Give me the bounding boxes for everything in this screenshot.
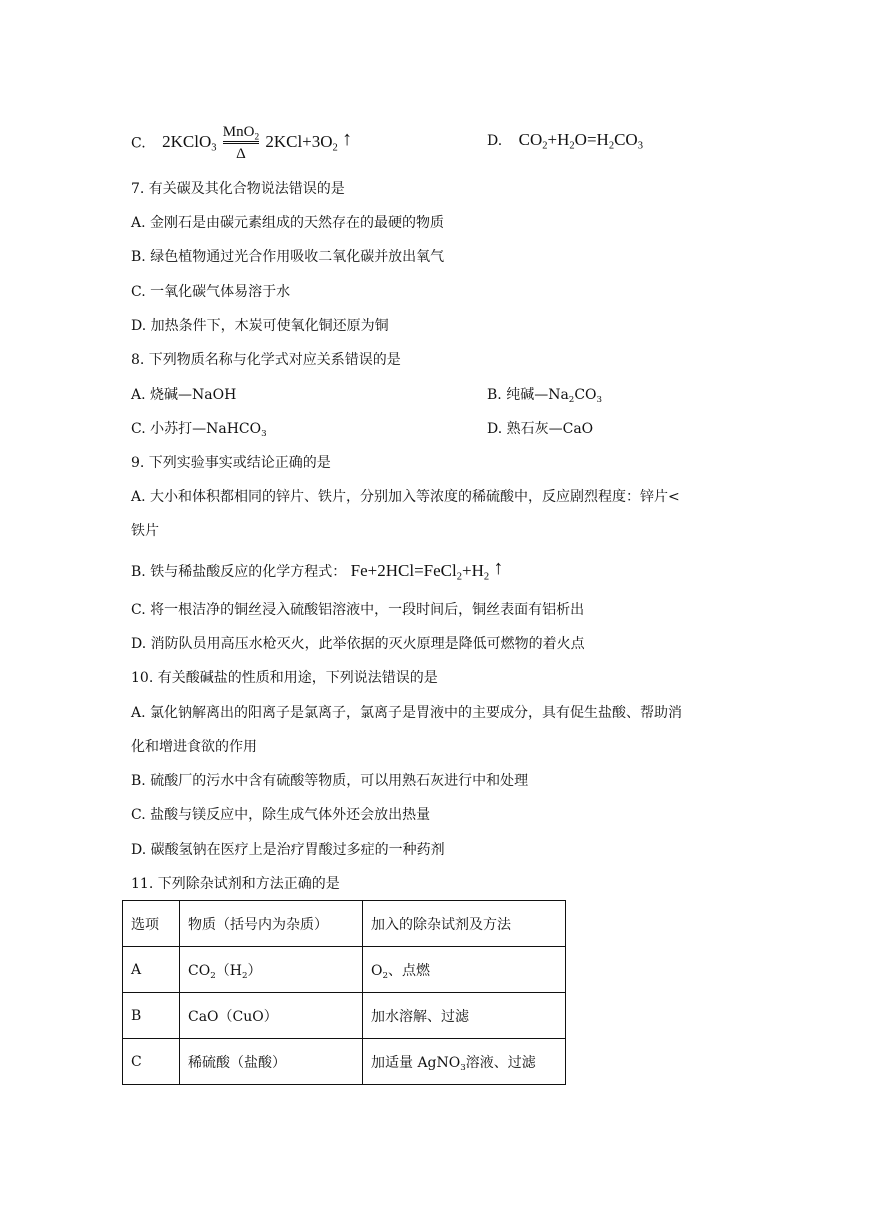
q7-option-d: D. 加热条件下，木炭可使氧化铜还原为铜 [131, 318, 389, 334]
q7-stem: 7. 有关碳及其化合物说法错误的是 [131, 181, 345, 197]
table-row [123, 993, 566, 1039]
reaction-condition: $\frac{MnO_2}{\Delta}$ [222, 124, 260, 162]
table-header-cell: 物质（括号内为杂质） [180, 901, 363, 947]
q8-stem: 8. 下列物质名称与化学式对应关系错误的是 [131, 352, 401, 368]
q9-option-a: A. 大小和体积都相同的锌片、铁片，分别加入等浓度的稀硫酸中，反应剧烈程度：锌片< [131, 489, 680, 505]
table-header-cell: 选项 [123, 901, 180, 947]
table-header-row [123, 901, 566, 947]
table-cell-option: A [123, 947, 180, 993]
table-cell-method: 加适量 AgNO$_3$溶液、过滤 [363, 1039, 566, 1085]
table-row [123, 1039, 566, 1085]
q8-option-b: B. 纯碱$—Na_2CO_3$ [487, 387, 603, 406]
q6-option-d [487, 130, 643, 151]
table-cell-method: $O_2$、点燃 [363, 947, 566, 993]
q11-table [122, 900, 566, 1085]
q10-option-c: C. 盐酸与镁反应中，除生成气体外还会放出热量 [131, 807, 431, 823]
q6-c-equation: 2KClO$_3$ $\frac{MnO_2}{\Delta}$ $2KCl+3O_2$ ↑ [162, 124, 353, 162]
q9-option-d: D. 消防队员用高压水枪灭火，此举依据的灭火原理是降低可燃物的着火点 [131, 636, 585, 652]
table-cell-substance: $CO_2(H_2)$ [180, 947, 363, 993]
q10-stem: 10. 有关酸碱盐的性质和用途，下列说法错误的是 [131, 670, 438, 686]
q8-option-d: D. 熟石灰—CaO [487, 421, 594, 437]
q9-option-b: B. 铁与稀盐酸反应的化学方程式： $Fe+2HCl=FeCl_2+H_2$ ↑ [131, 557, 504, 583]
q11-stem: 11. 下列除杂试剂和方法正确的是 [131, 876, 340, 892]
q6-option-c [131, 124, 352, 163]
q8-option-c: C. 小苏打—NaHCO$_3$ [131, 421, 267, 440]
q10-option-a-cont: 化和增进食欲的作用 [131, 739, 257, 755]
q10-option-a: A. 氯化钠解离出的阳离子是氯离子，氯离子是胃液中的主要成分，具有促生盐酸、帮助消 [131, 705, 683, 721]
table-cell-method: 加水溶解、过滤 [363, 993, 566, 1039]
option-label: C. [131, 135, 146, 152]
q7-option-c: C. 一氧化碳气体易溶于水 [131, 284, 291, 300]
option-label: D. [487, 133, 503, 149]
q9-b-equation: $Fe+2HCl=FeCl_2+H_2$ ↑ [350, 557, 504, 583]
table-cell-substance: CaO（CuO） [180, 993, 363, 1039]
q9-stem: 9. 下列实验事实或结论正确的是 [131, 455, 331, 471]
q9-option-a-cont: 铁片 [131, 523, 159, 539]
gas-arrow-icon: ↑ [342, 128, 353, 151]
q8-option-a: A. 烧碱—NaOH [131, 387, 237, 403]
gas-arrow-icon: ↑ [493, 557, 504, 579]
q10-option-d: D. 碳酸氢钠在医疗上是治疗胃酸过多症的一种药剂 [131, 842, 445, 858]
q7-option-a: A. 金刚石是由碳元素组成的天然存在的最硬的物质 [131, 215, 445, 231]
table-cell-substance: 稀硫酸（盐酸） [180, 1039, 363, 1085]
table-header-cell: 加入的除杂试剂及方法 [363, 901, 566, 947]
table-cell-option: B [123, 993, 180, 1039]
q6-d-equation: $CO_2+H_2O=H_2CO_3$ [518, 130, 643, 152]
table-cell-option: C [123, 1039, 180, 1085]
q10-option-b: B. 硫酸厂的污水中含有硫酸等物质，可以用熟石灰进行中和处理 [131, 773, 529, 789]
q7-option-b: B. 绿色植物通过光合作用吸收二氧化碳并放出氧气 [131, 249, 445, 265]
q9-option-c: C. 将一根洁净的铜丝浸入硫酸铝溶液中，一段时间后，铜丝表面有铝析出 [131, 602, 585, 618]
table-row [123, 947, 566, 993]
